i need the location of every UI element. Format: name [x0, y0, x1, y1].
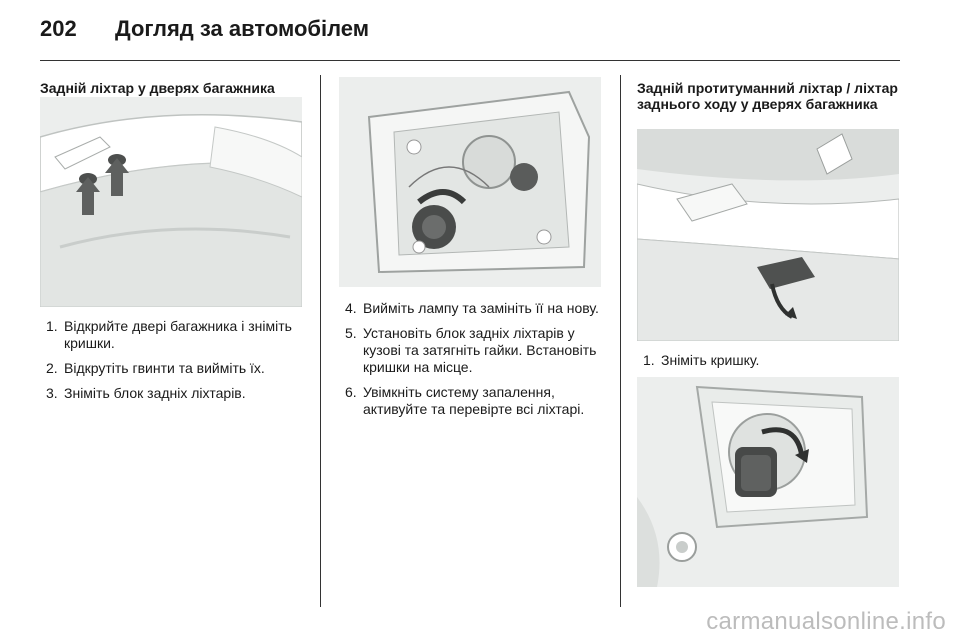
- step-text: Відкрийте двері багажника і зніміть кришки.: [64, 318, 292, 351]
- illustration-tailgate-covers: [40, 97, 302, 307]
- step-number: 1.: [46, 318, 58, 334]
- step-text: Установіть блок задніх ліхтарів у кузові та затягніть гайки. Встановіть кришки на місце.: [363, 325, 597, 375]
- illustration-lamp-holder: [339, 77, 601, 287]
- step-text: Зніміть кришку.: [661, 352, 760, 368]
- step-number: 6.: [345, 384, 357, 400]
- step-text: Відкрутіть гвинти та вийміть їх.: [64, 360, 265, 376]
- step-number: 3.: [46, 385, 58, 401]
- step-text: Вийміть лампу та замініть її на нову.: [363, 300, 599, 316]
- tailgate-covers-drawing: [40, 97, 302, 307]
- column-divider-2: [620, 75, 621, 607]
- lamp-holder-drawing: [339, 77, 601, 287]
- list-item: [40, 318, 315, 352]
- list-item: [339, 300, 614, 317]
- page-title: Догляд за автомобілем: [115, 16, 370, 41]
- steps-list-2: [339, 300, 614, 426]
- list-item: [40, 385, 315, 402]
- steps-list-3: [637, 352, 899, 377]
- page-header: [40, 16, 900, 60]
- watermark: carmanualsonline.info: [706, 608, 946, 635]
- fog-light-cover-drawing: [637, 129, 899, 341]
- section-heading-fog-reverse-light: Задній протитуманний ліхтар / ліхтар заднього ходу у дверях багажника: [637, 80, 898, 112]
- column-divider-1: [320, 75, 321, 607]
- header-rule: [40, 60, 900, 61]
- section-heading-tail-light: Задній ліхтар у дверях багажника: [40, 80, 275, 96]
- steps-list-1: [40, 318, 315, 410]
- illustration-fog-light-bulb: [637, 377, 899, 587]
- illustration-fog-light-cover: [637, 129, 899, 341]
- list-item: [339, 384, 614, 418]
- list-item: [637, 352, 899, 369]
- list-item: [40, 360, 315, 377]
- step-text: Увімкніть систему запалення, активуйте та перевірте всі ліхтарі.: [363, 384, 585, 417]
- fog-light-bulb-drawing: [637, 377, 899, 587]
- page-number: 202: [40, 16, 77, 41]
- step-number: 5.: [345, 325, 357, 341]
- list-item: [339, 325, 614, 376]
- step-number: 1.: [643, 352, 655, 368]
- step-text: Зніміть блок задніх ліхтарів.: [64, 385, 246, 401]
- step-number: 2.: [46, 360, 58, 376]
- step-number: 4.: [345, 300, 357, 316]
